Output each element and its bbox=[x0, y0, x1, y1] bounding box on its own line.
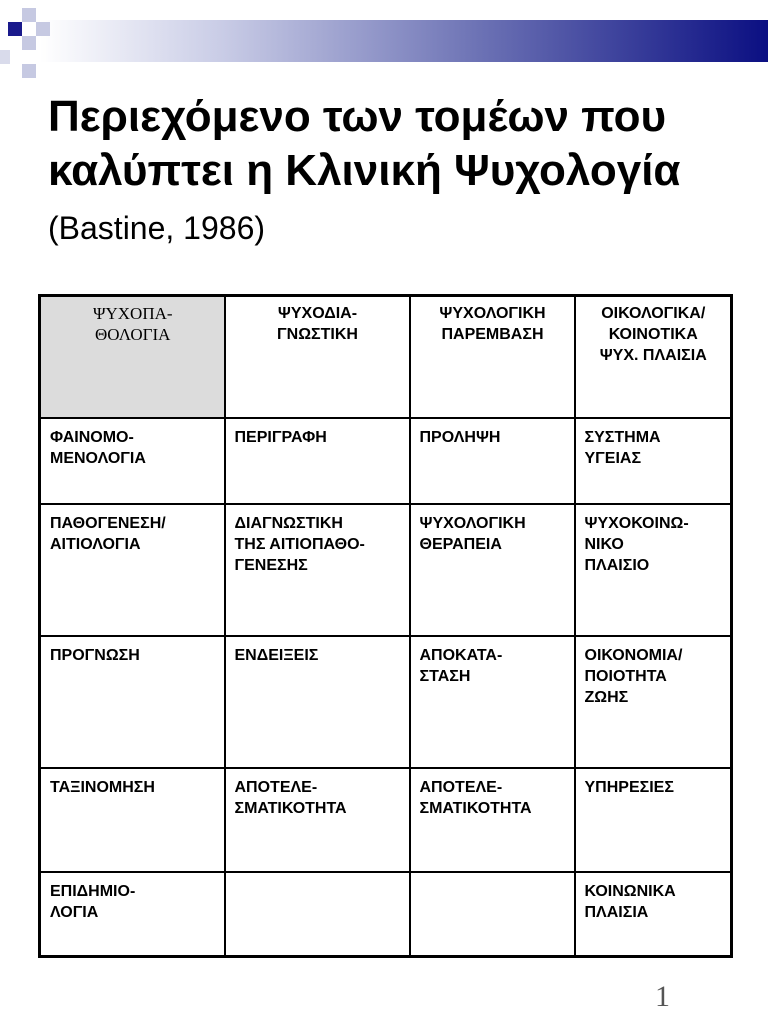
deco-square-dark bbox=[8, 22, 22, 36]
cell-text-line: ΠΑΡΕΜΒΑΣΗ bbox=[441, 326, 544, 343]
cell-text-line: ΕΝΔΕΙΞΕΙΣ bbox=[234, 647, 319, 664]
table-cell bbox=[410, 296, 575, 419]
domains-table bbox=[38, 294, 733, 958]
table-cell bbox=[575, 768, 732, 872]
page-number: 1 bbox=[655, 980, 670, 1013]
table-row bbox=[40, 504, 732, 636]
cell-text-line: ΘΟΛΟΓΙΑ bbox=[95, 325, 171, 344]
cell-text-line: ΟΙΚΟΝΟΜΙΑ/ bbox=[584, 647, 683, 664]
table-cell bbox=[40, 418, 225, 504]
table-cell bbox=[40, 296, 225, 419]
cell-text-line: ΠΛΑΙΣΙΑ bbox=[584, 904, 649, 921]
deco-square-light bbox=[0, 50, 10, 64]
cell-text-line: ΓΝΩΣΤΙΚΗ bbox=[277, 326, 358, 343]
table-cell bbox=[410, 872, 575, 957]
table-cell bbox=[40, 872, 225, 957]
cell-text-line: ΤΑΞΙΝΟΜΗΣΗ bbox=[50, 779, 155, 796]
table-cell bbox=[410, 504, 575, 636]
cell-text-line: ΨΥΧΟΛΟΓΙΚΗ bbox=[439, 305, 546, 322]
cell-text-line: ΠΡΟΓΝΩΣΗ bbox=[50, 647, 140, 664]
slide-decoration bbox=[0, 0, 768, 90]
table-cell bbox=[225, 504, 410, 636]
cell-text-line: ΔΙΑΓΝΩΣΤΙΚΗ bbox=[234, 515, 343, 532]
cell-text-line: ΘΕΡΑΠΕΙΑ bbox=[419, 536, 502, 553]
cell-text-line: ΛΟΓΙΑ bbox=[50, 904, 99, 921]
table-cell bbox=[575, 296, 732, 419]
header-gradient-bar bbox=[40, 20, 768, 62]
cell-text-line: ΑΠΟΚΑΤΑ- bbox=[419, 647, 503, 664]
cell-text-line: ΨΥΧΟΠΑ- bbox=[92, 304, 173, 323]
title-main: Περιεχόμενο των τομέων που καλύπτει η Κλινική Ψυχολογία bbox=[48, 92, 681, 195]
table-cell bbox=[575, 504, 732, 636]
cell-text-line: ΑΙΤΙΟΛΟΓΙΑ bbox=[50, 536, 141, 553]
cell-text-line: ΠΡΟΛΗΨΗ bbox=[419, 429, 501, 446]
cell-text-line: ΠΕΡΙΓΡΑΦΗ bbox=[234, 429, 327, 446]
cell-text-line: ΚΟΙΝΩΝΙΚΑ bbox=[584, 883, 676, 900]
cell-text-line: ΦΑΙΝΟΜΟ- bbox=[50, 429, 134, 446]
table-cell bbox=[40, 636, 225, 768]
deco-square-light bbox=[36, 22, 50, 36]
table-cell bbox=[225, 296, 410, 419]
table-cell bbox=[225, 636, 410, 768]
table-cell bbox=[410, 768, 575, 872]
deco-square-light bbox=[22, 36, 36, 50]
cell-text-line: ΟΙΚΟΛΟΓΙΚΑ/ bbox=[601, 305, 706, 322]
cell-text-line: ΠΟΙΟΤΗΤΑ bbox=[584, 668, 667, 685]
cell-text-line: ΜΕΝΟΛΟΓΙΑ bbox=[50, 450, 146, 467]
title-citation: (Bastine, 1986) bbox=[48, 210, 266, 246]
cell-text-line: ΣΜΑΤΙΚΟΤΗΤΑ bbox=[234, 800, 347, 817]
cell-text-line: ΣΤΑΣΗ bbox=[419, 668, 471, 685]
cell-text-line: ΑΠΟΤΕΛΕ- bbox=[234, 779, 318, 796]
cell-text-line: ΨΥΧΟΛΟΓΙΚΗ bbox=[419, 515, 526, 532]
table-cell bbox=[40, 504, 225, 636]
cell-text-line: ΚΟΙΝΟΤΙΚΑ bbox=[608, 326, 698, 343]
table-cell bbox=[410, 418, 575, 504]
cell-text-line: ΨΥΧ. ΠΛΑΙΣΙΑ bbox=[599, 347, 707, 364]
cell-text-line: ΑΠΟΤΕΛΕ- bbox=[419, 779, 503, 796]
table-header-row bbox=[40, 296, 732, 419]
deco-square-light bbox=[22, 8, 36, 22]
cell-text-line: ΨΥΧΟΔΙΑ- bbox=[277, 305, 358, 322]
cell-text-line: ΠΑΘΟΓΕΝΕΣΗ/ bbox=[50, 515, 166, 532]
table-cell bbox=[225, 768, 410, 872]
table-row bbox=[40, 636, 732, 768]
cell-text-line: ΥΠΗΡΕΣΙΕΣ bbox=[584, 779, 674, 796]
table-cell bbox=[225, 418, 410, 504]
table-row bbox=[40, 418, 732, 504]
cell-text-line: ΖΩΗΣ bbox=[584, 689, 629, 706]
table-cell bbox=[575, 418, 732, 504]
table-row bbox=[40, 872, 732, 957]
table-cell bbox=[410, 636, 575, 768]
cell-text-line: ΠΛΑΙΣΙΟ bbox=[584, 557, 650, 574]
cell-text-line: ΕΠΙΔΗΜΙΟ- bbox=[50, 883, 136, 900]
deco-square-light bbox=[22, 64, 36, 78]
table-cell bbox=[575, 636, 732, 768]
table-row bbox=[40, 768, 732, 872]
cell-text-line: ΝΙΚΟ bbox=[584, 536, 624, 553]
table-cell bbox=[575, 872, 732, 957]
cell-text-line: ΓΕΝΕΣΗΣ bbox=[234, 557, 308, 574]
slide-title bbox=[48, 90, 748, 255]
cell-text-line: ΨΥΧΟΚΟΙΝΩ- bbox=[584, 515, 689, 532]
table-cell bbox=[40, 768, 225, 872]
cell-text-line: ΤΗΣ ΑΙΤΙΟΠΑΘΟ- bbox=[234, 536, 365, 553]
cell-text-line: ΥΓΕΙΑΣ bbox=[584, 450, 642, 467]
cell-text-line: ΣΜΑΤΙΚΟΤΗΤΑ bbox=[419, 800, 532, 817]
table-cell bbox=[225, 872, 410, 957]
cell-text-line: ΣΥΣΤΗΜΑ bbox=[584, 429, 661, 446]
